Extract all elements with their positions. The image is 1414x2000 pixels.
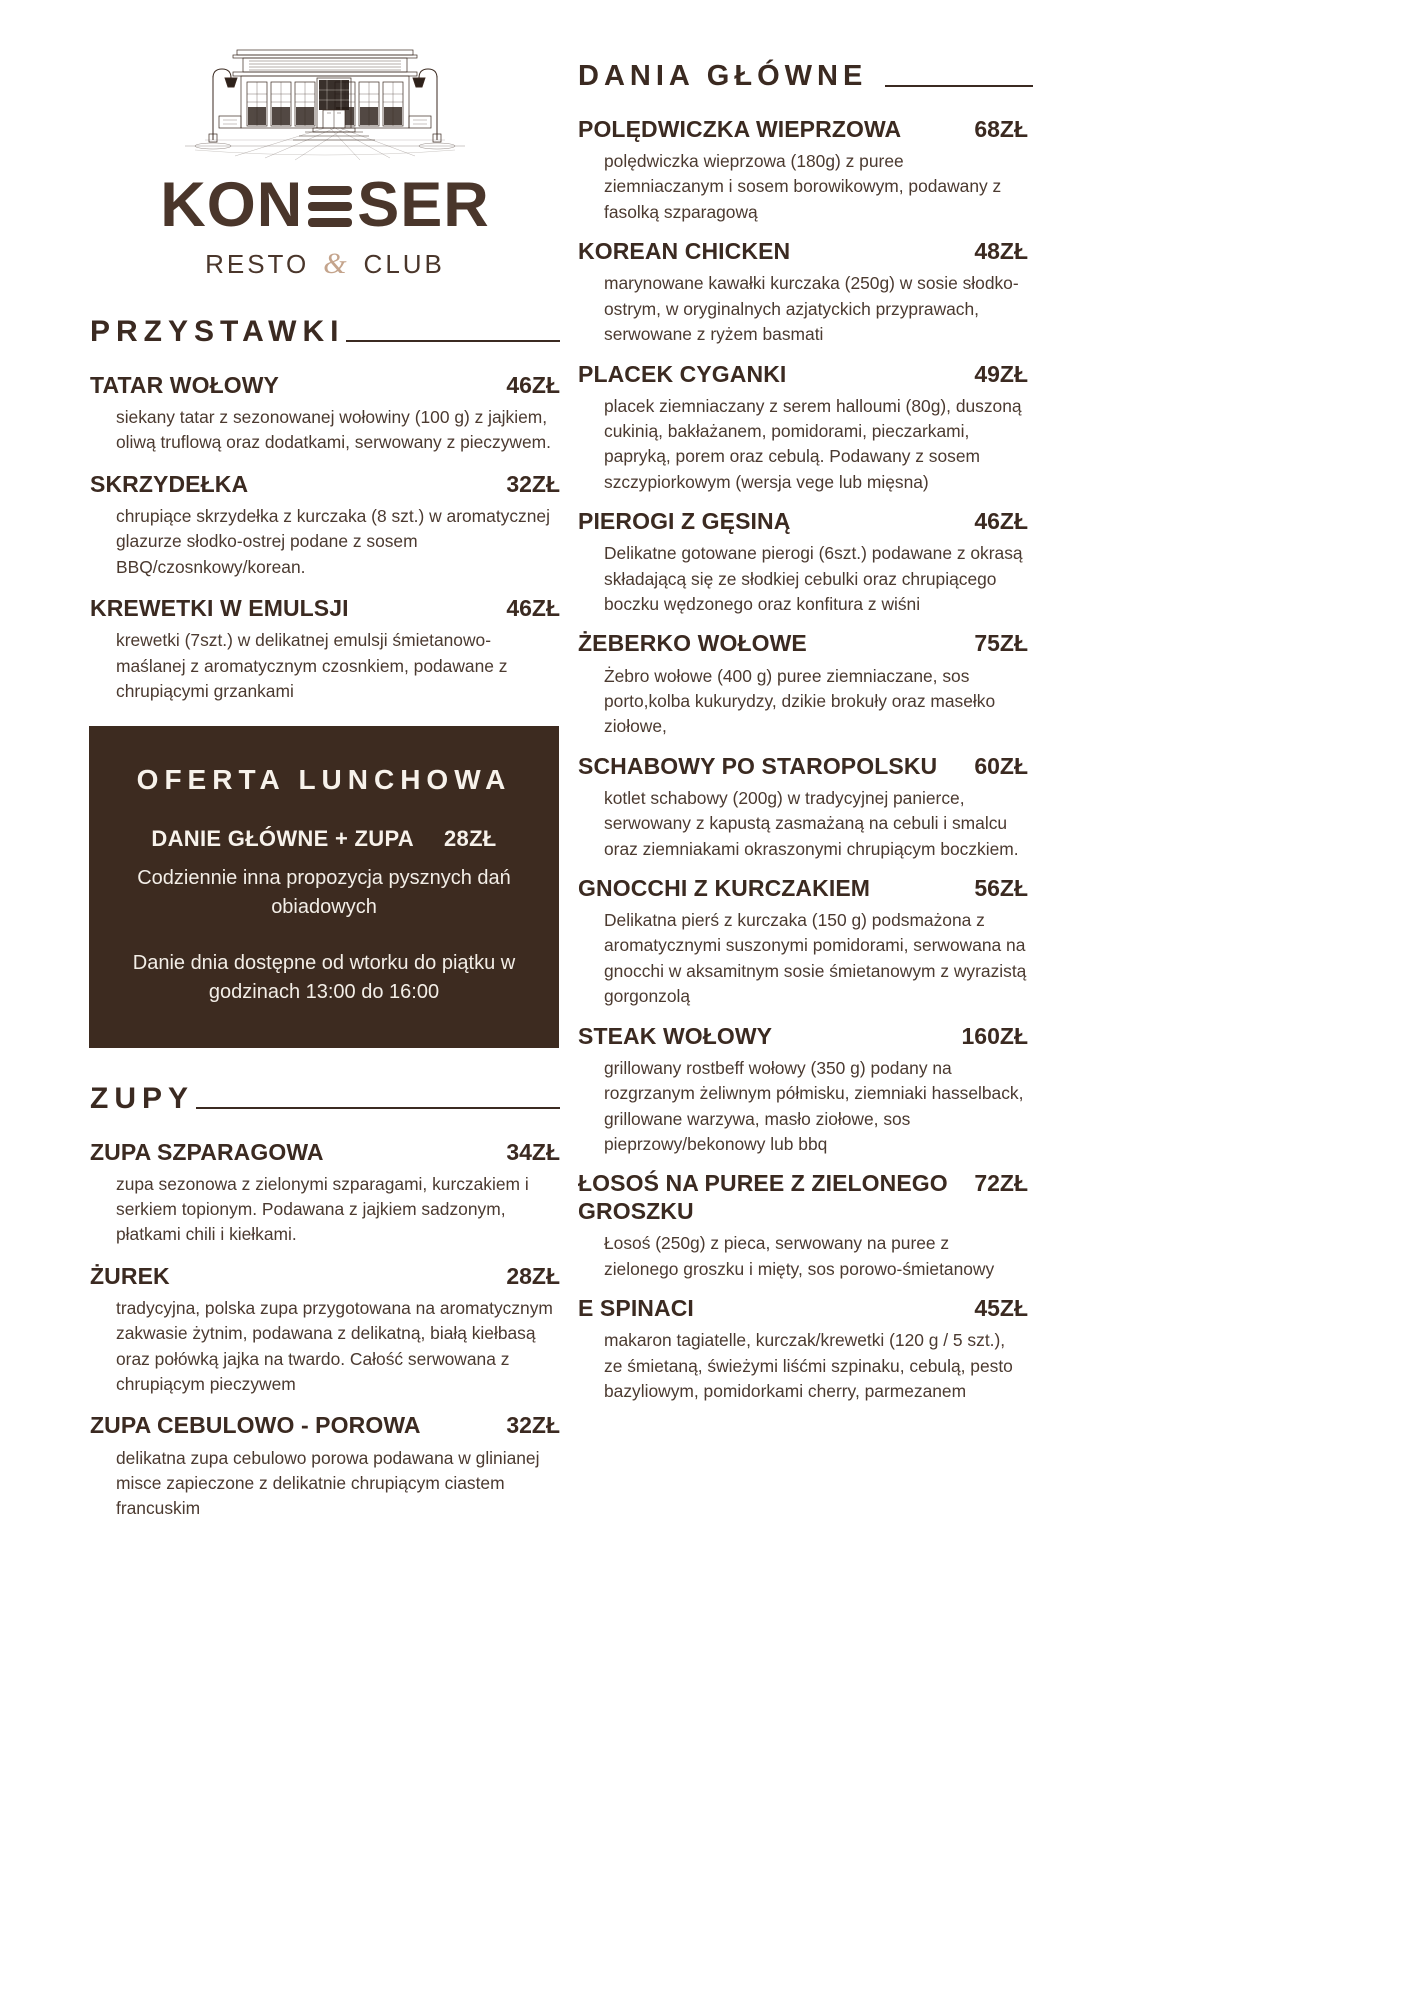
zupy-item-list: [90, 1138, 560, 1522]
menu-item-price: 28ZŁ: [506, 1262, 560, 1289]
menu-item-row: [578, 1022, 1028, 1050]
menu-item-name: KOREAN CHICKEN: [578, 238, 791, 265]
right-column: [578, 60, 1028, 1417]
section-header-zupy: [90, 1082, 560, 1116]
menu-item-price: 46ZŁ: [506, 595, 560, 622]
menu-item: [90, 1262, 560, 1398]
menu-item-name: ŁOSOŚ NA PUREE Z ZIELONEGO GROSZKU: [578, 1170, 948, 1225]
menu-item: [578, 237, 1028, 347]
menu-item-price: 72ZŁ: [974, 1170, 1028, 1197]
menu-item-row: [578, 237, 1028, 265]
menu-item: [578, 115, 1028, 225]
menu-item-row: [90, 371, 560, 399]
menu-item: [578, 1294, 1028, 1404]
menu-item: [578, 1169, 1028, 1282]
section-title: DANIA GŁÓWNE: [578, 60, 868, 92]
menu-item-row: [578, 115, 1028, 143]
menu-item: [90, 594, 560, 704]
menu-item-name: PIEROGI Z GĘSINĄ: [578, 508, 791, 535]
menu-item-description: chrupiące skrzydełka z kurczaka (8 szt.) w aromatycznej glazurze słodko-ostrej podane z sosem BBQ/czosnkowy/korean.: [116, 505, 550, 577]
menu-item: [578, 360, 1028, 496]
menu-item-row: [578, 1294, 1028, 1322]
menu-item: [90, 1411, 560, 1521]
menu-item-price: 45ZŁ: [974, 1295, 1028, 1322]
menu-item-row: [90, 594, 560, 622]
lunch-combo-row: [119, 826, 529, 852]
menu-item-name: SCHABOWY PO STAROPOLSKU: [578, 752, 938, 779]
lunch-combo-label: DANIE GŁÓWNE + ZUPA: [151, 826, 414, 852]
menu-item-name: POLĘDWICZKA WIEPRZOWA: [578, 116, 902, 142]
menu-item-name: E SPINACI: [578, 1295, 694, 1322]
menu-item-description: Delikatne gotowane pierogi (6szt.) podawane z okrasą składającą się ze słodkiej cebulki oraz chrupiącego boczku wędzonego oraz konfitura z wiśni: [604, 543, 1023, 615]
menu-item-price: 160ZŁ: [961, 1022, 1028, 1049]
lunch-offer-title: OFERTA LUNCHOWA: [136, 764, 512, 796]
menu-item-description: tradycyjna, polska zupa przygotowana na aromatycznym zakwasie żytnim, podawana z delikatną, białą kiełbasą oraz połówką jajka na twardo. Całość serwowana z chrupiącym pieczywem: [116, 1297, 553, 1395]
menu-item: [578, 1022, 1028, 1158]
menu-item-name: ŻUREK: [90, 1262, 170, 1289]
menu-item-price: 60ZŁ: [974, 752, 1028, 779]
brand-subtitle: [90, 247, 560, 281]
menu-item: [90, 371, 560, 456]
menu-item-description: delikatna zupa cebulowo porowa podawana w glinianej misce zapieczone z delikatnie chrupiącym ciastem francuskim: [116, 1447, 540, 1519]
menu-item: [578, 629, 1028, 739]
menu-item-name: SKRZYDEŁKA: [90, 470, 249, 497]
menu-item-row: [578, 360, 1028, 388]
menu-item-name: ZUPA SZPARAGOWA: [90, 1138, 324, 1165]
menu-item-description: makaron tagiatelle, kurczak/krewetki (120 g / 5 szt.), ze śmietaną, świeżymi liśćmi szpinaku, cebulą, pesto bazyliowym, pomidorkami cherry, parmezanem: [604, 1330, 1013, 1402]
menu-item-price: 75ZŁ: [974, 630, 1028, 657]
wordmark-part-1: KON: [160, 170, 304, 240]
lunch-offer-box: [89, 726, 559, 1047]
menu-item-name: TATAR WOŁOWY: [90, 372, 279, 398]
section-header-dania-glowne: [578, 60, 1028, 93]
menu-item-description: kotlet schabowy (200g) w tradycyjnej panierce, serwowany z kapustą zasmażaną na cebuli i smalcu oraz ziemniakami okraszonymi chrupiącym boczkiem.: [604, 787, 1019, 859]
menu-item-row: [578, 629, 1028, 657]
koneser-building-illustration: [175, 28, 475, 168]
menu-item-description: placek ziemniaczany z serem halloumi (80g), duszoną cukinią, bakłażanem, pomidorami, pieczarkami, papryką, porem oraz cebulą. Podawany z sosem szczypiorkowym (wersja vege lub mięsna): [604, 395, 1022, 492]
przystawki-item-list: [90, 371, 560, 704]
lunch-offer-hours: Danie dnia dostępne od wtorku do piątku w godzinach 13:00 do 16:00: [132, 952, 516, 1004]
menu-item-description: zupa sezonowa z zielonymi szparagami, kurczakiem i serkiem topionym. Podawana z jajkiem sadzonym, płatkami chili i kiełkami.: [116, 1173, 529, 1245]
menu-item: [578, 507, 1028, 617]
menu-item-name: ZUPA CEBULOWO - POROWA: [90, 1412, 421, 1439]
lunch-combo-price: 28ZŁ: [444, 826, 497, 852]
menu-item-price: 32ZŁ: [506, 470, 560, 497]
menu-item: [90, 1138, 560, 1248]
menu-item-description: polędwiczka wieprzowa (180g) z puree ziemniaczanym i sosem borowikowym, podawany z fasolką szparagową: [604, 151, 1002, 222]
menu-item-name: ŻEBERKO WOŁOWE: [578, 630, 807, 657]
menu-item-row: [90, 1138, 560, 1166]
section-header-przystawki: [90, 315, 560, 349]
section-rule: [196, 1107, 560, 1109]
brand-wordmark: [90, 170, 560, 240]
section-rule: [346, 340, 560, 342]
menu-item-description: krewetki (7szt.) w delikatnej emulsji śmietanowo-maślanej z aromatycznym czosnkiem, podawane z chrupiącymi grzankami: [116, 630, 508, 701]
ampersand-icon: &: [323, 247, 350, 280]
section-title: PRZYSTAWKI: [90, 315, 345, 348]
menu-item-price: 46ZŁ: [974, 508, 1028, 535]
menu-item-price: 68ZŁ: [974, 116, 1028, 142]
menu-item: [578, 752, 1028, 862]
menu-item-description: siekany tatar z sezonowanej wołowiny (100 g) z jajkiem, oliwą truflową oraz dodatkami, serwowany z pieczywem.: [116, 407, 551, 453]
menu-item-row: [90, 1411, 560, 1439]
brand-subtitle-resto: RESTO: [205, 248, 310, 279]
menu-item-row: [90, 470, 560, 498]
menu-item: [578, 874, 1028, 1010]
menu-item-name: KREWETKI W EMULSJI: [90, 595, 349, 622]
lunch-offer-subtitle: Codziennie inna propozycja pysznych dań obiadowych: [137, 867, 511, 918]
wordmark-e-glyph-icon: [308, 184, 352, 230]
menu-item-row: [578, 507, 1028, 535]
menu-item-price: 48ZŁ: [974, 238, 1028, 265]
dania-glowne-item-list: [578, 115, 1028, 1405]
menu-item-price: 56ZŁ: [974, 875, 1028, 901]
menu-item-price: 49ZŁ: [974, 360, 1028, 387]
menu-item-row: [90, 1262, 560, 1290]
left-column: [90, 0, 560, 1536]
menu-item-description: Żebro wołowe (400 g) puree ziemniaczane, sos porto,kolba kukurydzy, dzikie brokuły oraz masełko ziołowe,: [604, 665, 996, 737]
brand-logo: [90, 0, 560, 281]
menu-item-description: Delikatna pierś z kurczaka (150 g) podsmażona z aromatycznymi suszonymi pomidorami, serwowana na gnocchi w aksamitnym sosie śmietanowym z wyrazistą gorgonzolą: [604, 910, 1027, 1007]
menu-item-description: marynowane kawałki kurczaka (250g) w sosie słodko-ostrym, w oryginalnych azjatyckich przyprawach, serwowane z ryżem basmati: [604, 273, 1019, 345]
menu-item-name: STEAK WOŁOWY: [578, 1022, 773, 1049]
section-rule: [885, 85, 1033, 87]
menu-item-price: 34ZŁ: [506, 1138, 560, 1165]
menu-item-name: GNOCCHI Z KURCZAKIEM: [578, 875, 871, 901]
menu-item-price: 32ZŁ: [506, 1412, 560, 1439]
menu-item-row: [578, 1169, 1028, 1225]
wordmark-part-2: SER: [357, 170, 490, 240]
menu-item-name: PLACEK CYGANKI: [578, 360, 787, 387]
menu-item-description: grillowany rostbeff wołowy (350 g) podany na rozgrzanym żeliwnym półmisku, ziemniaki hasselback, grillowane warzywa, masło ziołowe, sos pieprzowy/bekonowy lub bbq: [604, 1057, 1024, 1154]
menu-item-row: [578, 752, 1028, 780]
menu-item-price: 46ZŁ: [506, 372, 560, 398]
menu-item: [90, 470, 560, 580]
menu-item-row: [578, 874, 1028, 902]
brand-subtitle-club: CLUB: [363, 248, 445, 279]
menu-item-description: Łosoś (250g) z pieca, serwowany na puree z zielonego groszku i mięty, sos porowo-śmietanowy: [604, 1233, 995, 1279]
section-title: ZUPY: [90, 1081, 195, 1115]
